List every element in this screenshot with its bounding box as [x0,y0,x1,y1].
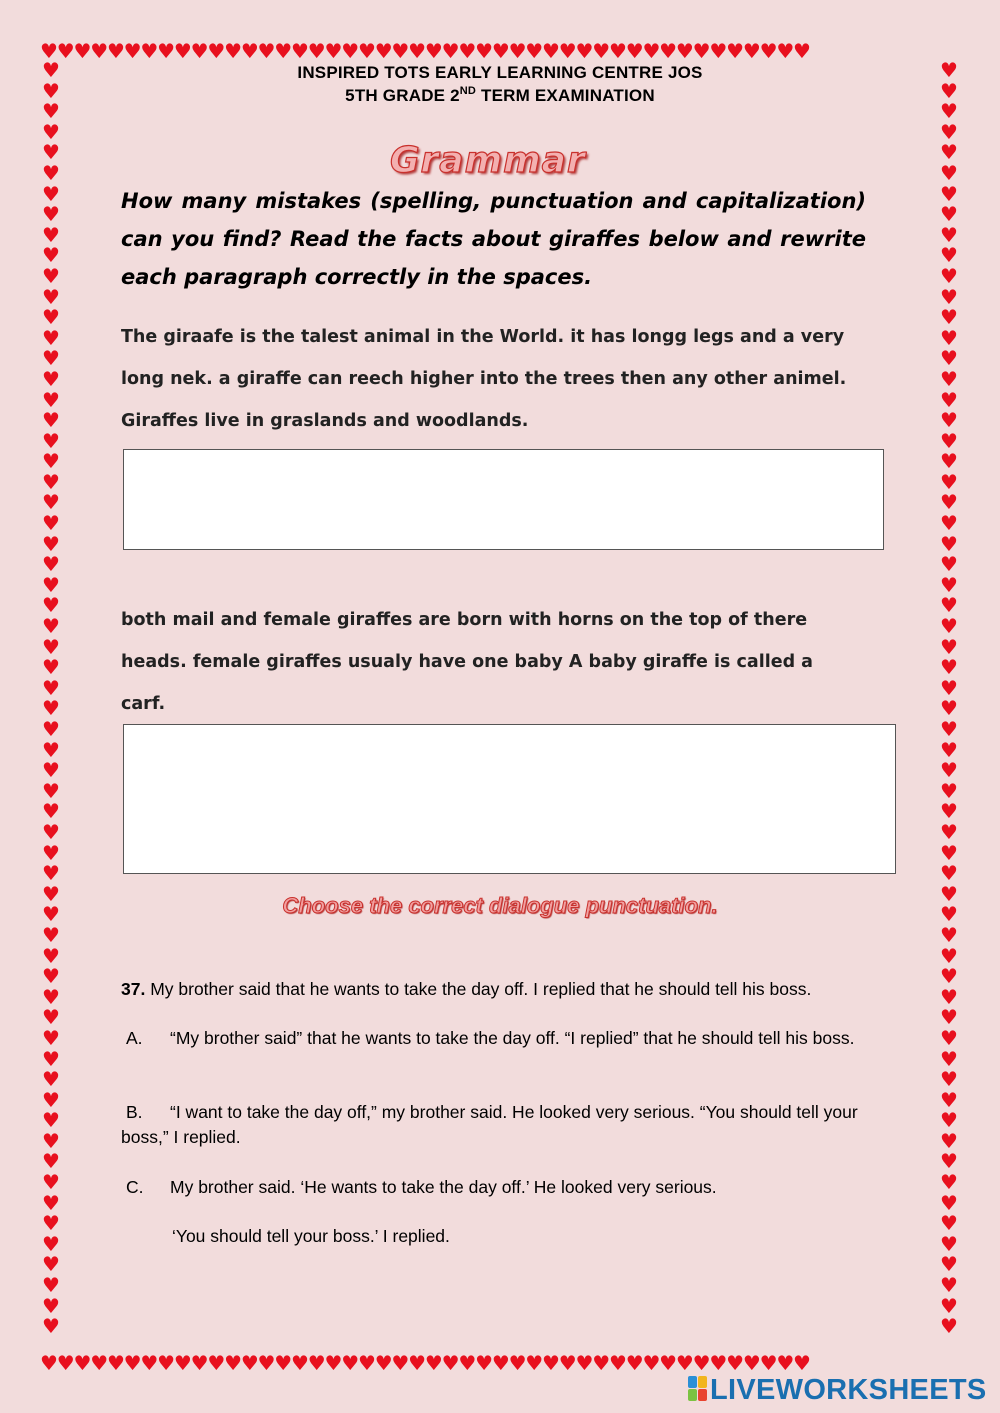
heart-icon: ♥ [42,305,60,330]
heart-icon: ♥ [42,840,60,865]
heart-icon: ♥ [257,1352,275,1374]
heart-icon: ♥ [42,1108,60,1133]
heart-icon: ♥ [42,243,60,268]
heart-icon: ♥ [525,40,543,62]
heart-icon: ♥ [391,40,409,62]
heart-icon: ♥ [659,1352,676,1374]
heart-icon: ♥ [42,655,60,680]
heart-icon: ♥ [42,861,60,886]
heart-icon: ♥ [592,40,609,62]
heart-icon: ♥ [56,1352,74,1374]
paragraph-1-line: The giraafe is the talest animal in the World. it has longg legs and a very [121,327,845,347]
heart-icon: ♥ [940,284,958,309]
heart-icon: ♥ [42,1005,60,1030]
heart-icon: ♥ [940,449,958,474]
heart-icon: ♥ [940,1190,958,1215]
heart-icon: ♥ [42,1211,60,1236]
heart-icon: ♥ [40,40,57,62]
heart-icon: ♥ [240,40,258,62]
heart-icon: ♥ [940,387,958,412]
heart-icon: ♥ [42,1252,60,1277]
heart-icon: ♥ [940,160,958,185]
heart-icon: ♥ [42,1067,60,1092]
heart-icon: ♥ [42,1149,60,1174]
heart-icon: ♥ [776,40,794,62]
heart-icon: ♥ [592,1352,609,1374]
heart-icon: ♥ [940,202,958,227]
heart-icon: ♥ [42,202,60,227]
heart-icon: ♥ [42,60,60,82]
heart-icon: ♥ [173,1352,191,1374]
heart-icon: ♥ [940,778,958,803]
heart-icon: ♥ [558,40,576,62]
heart-icon: ♥ [940,1252,958,1277]
heart-icon: ♥ [42,1046,60,1071]
heart-icon: ♥ [42,717,60,741]
heart-icon: ♥ [475,40,492,62]
heart-icon: ♥ [940,99,958,124]
heart-icon: ♥ [692,1352,710,1374]
option-letter: B. [126,1102,143,1122]
heart-icon: ♥ [42,696,60,721]
heart-icon: ♥ [207,40,225,62]
paragraph-2 [121,599,881,725]
heart-icon: ♥ [42,408,60,433]
heart-icon: ♥ [940,1128,958,1153]
heart-icon: ♥ [558,1352,576,1374]
heart-icon: ♥ [140,1352,158,1374]
paragraph-1 [121,316,881,442]
heart-icon: ♥ [475,1352,492,1374]
heart-icon: ♥ [42,1025,60,1050]
heart-icon: ♥ [42,593,60,618]
heart-icon: ♥ [90,1352,107,1374]
heart-icon: ♥ [940,305,958,330]
heart-icon: ♥ [274,40,292,62]
heart-icon: ♥ [42,325,60,350]
heart-icon: ♥ [508,1352,526,1374]
heart-icon: ♥ [940,140,958,165]
paragraph-2-line: heads. female giraffes usualy have one baby A baby giraffe is called a [121,652,813,672]
heart-icon: ♥ [793,1352,810,1374]
heart-icon: ♥ [42,531,60,556]
heart-icon: ♥ [42,922,60,947]
heart-icon: ♥ [940,511,958,536]
heart-icon: ♥ [940,243,958,268]
answer-box-1[interactable] [123,449,884,550]
heart-icon: ♥ [42,943,60,968]
heart-icon: ♥ [424,1352,442,1374]
heart-icon: ♥ [90,40,107,62]
option-text: My brother said. ‘He wants to take the day off.’ He looked very serious. [170,1177,717,1197]
heart-icon: ♥ [408,1352,425,1374]
heart-icon: ♥ [940,614,958,639]
heart-border-top [40,40,960,62]
heart-icon: ♥ [940,840,958,865]
heart-icon: ♥ [940,758,958,783]
heart-icon: ♥ [940,1149,958,1174]
heart-icon: ♥ [940,634,958,659]
heart-icon: ♥ [42,263,60,288]
heart-icon: ♥ [157,40,174,62]
option-letter: A. [126,1028,143,1048]
heart-icon: ♥ [374,40,392,62]
heart-icon: ♥ [374,1352,392,1374]
heart-icon: ♥ [940,984,958,1009]
heart-icon: ♥ [776,1352,794,1374]
heart-icon: ♥ [940,1046,958,1071]
heart-icon: ♥ [42,799,60,824]
heart-icon: ♥ [42,490,60,515]
heart-icon: ♥ [42,737,60,762]
heart-icon: ♥ [240,1352,258,1374]
heart-icon: ♥ [224,1352,241,1374]
heart-icon: ♥ [642,1352,660,1374]
heart-icon: ♥ [324,40,342,62]
heart-icon: ♥ [106,40,124,62]
heart-icon: ♥ [940,737,958,762]
heart-icon: ♥ [42,1190,60,1215]
heart-icon: ♥ [42,1231,60,1256]
heart-icon: ♥ [42,552,60,577]
heart-icon: ♥ [42,984,60,1009]
heart-icon: ♥ [542,1352,559,1374]
heart-icon: ♥ [940,346,958,371]
heart-icon: ♥ [42,119,60,144]
heart-icon: ♥ [940,1231,958,1256]
heart-icon: ♥ [940,1293,958,1318]
heart-icon: ♥ [940,469,958,494]
question-text: My brother said that he wants to take the day off. I replied that he should tell his boss. [145,979,812,999]
heart-icon: ♥ [940,799,958,824]
heart-icon: ♥ [491,1352,509,1374]
heart-icon: ♥ [940,531,958,556]
heart-icon: ♥ [357,1352,375,1374]
answer-box-2[interactable] [123,724,896,874]
heart-icon: ♥ [42,758,60,783]
heart-icon: ♥ [508,40,526,62]
heart-icon: ♥ [659,40,676,62]
option-letter: C. [126,1177,144,1197]
school-name: INSPIRED TOTS EARLY LEARNING CENTRE JOS [297,63,703,82]
heart-icon: ♥ [675,1352,693,1374]
option-text: “I want to take the day off,” my brother said. He looked very serious. “You should tell your boss,” I replied. [121,1102,858,1147]
heart-icon: ♥ [940,1025,958,1050]
heart-icon: ♥ [190,40,208,62]
heart-icon: ♥ [940,222,958,247]
heart-icon: ♥ [940,263,958,288]
heart-icon: ♥ [42,78,60,103]
heart-icon: ♥ [575,40,593,62]
heart-icon: ♥ [940,655,958,680]
heart-icon: ♥ [291,1352,308,1374]
heart-icon: ♥ [42,366,60,391]
heart-border-bottom [40,1352,960,1374]
heart-icon: ♥ [207,1352,225,1374]
heart-icon: ♥ [692,40,710,62]
heart-icon: ♥ [709,1352,727,1374]
section-title: Grammar [390,140,586,181]
heart-icon: ♥ [408,40,425,62]
heart-icon: ♥ [742,1352,760,1374]
heart-icon: ♥ [940,428,958,453]
heart-icon: ♥ [42,634,60,659]
heart-icon: ♥ [257,40,275,62]
heart-icon: ♥ [123,1352,141,1374]
heart-icon: ♥ [341,1352,358,1374]
heart-icon: ♥ [608,1352,626,1374]
heart-icon: ♥ [106,1352,124,1374]
paragraph-2-line: carf. [121,694,166,714]
paragraph-2-line: both mail and female giraffes are born with horns on the top of there [121,610,808,630]
heart-icon: ♥ [441,1352,459,1374]
heart-icon: ♥ [940,119,958,144]
liveworksheets-logo-icon [688,1376,708,1402]
heart-icon: ♥ [42,572,60,597]
heart-icon: ♥ [42,1293,60,1318]
heart-icon: ♥ [940,1005,958,1030]
option-c-continuation: ‘You should tell your boss.’ I replied. [172,1226,450,1246]
heart-icon: ♥ [940,1087,958,1112]
heart-icon: ♥ [625,40,643,62]
heart-icon: ♥ [42,160,60,185]
heart-icon: ♥ [458,1352,476,1374]
heart-icon: ♥ [940,325,958,350]
heart-icon: ♥ [940,902,958,927]
heart-icon: ♥ [123,40,141,62]
heart-icon: ♥ [274,1352,292,1374]
heart-icon: ♥ [575,1352,593,1374]
heart-icon: ♥ [940,964,958,989]
heart-icon: ♥ [42,284,60,309]
heart-icon: ♥ [726,40,743,62]
heart-icon: ♥ [940,78,958,103]
heart-icon: ♥ [940,366,958,391]
heart-icon: ♥ [73,40,91,62]
heart-icon: ♥ [291,40,308,62]
heart-icon: ♥ [940,1211,958,1236]
paragraph-1-line: long nek. a giraffe can reech higher into the trees then any other animel. [121,369,847,389]
heart-icon: ♥ [140,40,158,62]
heart-icon: ♥ [940,1273,958,1298]
heart-icon: ♥ [940,819,958,844]
heart-icon: ♥ [324,1352,342,1374]
heart-icon: ♥ [940,593,958,618]
heart-icon: ♥ [42,511,60,536]
heart-icon: ♥ [709,40,727,62]
heart-icon: ♥ [940,1067,958,1092]
heart-icon: ♥ [42,881,60,906]
heart-icon: ♥ [42,346,60,371]
heart-icon: ♥ [157,1352,174,1374]
heart-icon: ♥ [42,181,60,206]
option-c[interactable] [121,1175,871,1200]
heart-icon: ♥ [940,490,958,515]
heart-icon: ♥ [940,861,958,886]
heart-icon: ♥ [940,943,958,968]
heart-icon: ♥ [42,222,60,247]
heart-icon: ♥ [173,40,191,62]
heart-icon: ♥ [940,696,958,721]
heart-icon: ♥ [357,40,375,62]
heart-icon: ♥ [42,614,60,639]
heart-border-left [40,60,62,1352]
heart-icon: ♥ [940,717,958,741]
heart-icon: ♥ [42,140,60,165]
heart-icon: ♥ [940,922,958,947]
paragraph-1-line: Giraffes live in graslands and woodlands. [121,411,529,431]
heart-icon: ♥ [726,1352,743,1374]
heart-icon: ♥ [542,40,559,62]
heart-icon: ♥ [307,1352,325,1374]
heart-icon: ♥ [42,1170,60,1195]
heart-icon: ♥ [940,1108,958,1133]
heart-icon: ♥ [759,1352,777,1374]
instructions: How many mistakes (spelling, punctuation and capitalization) can you find? Read the facts about giraffes below and rewrite each paragraph correctly in the spaces. [121,189,866,289]
heart-icon: ♥ [940,60,958,82]
heart-icon: ♥ [458,40,476,62]
heart-icon: ♥ [42,1087,60,1112]
heart-icon: ♥ [42,1128,60,1153]
heart-icon: ♥ [73,1352,91,1374]
heart-icon: ♥ [42,1273,60,1298]
heart-icon: ♥ [42,1314,60,1339]
heart-icon: ♥ [793,40,810,62]
heart-icon: ♥ [441,40,459,62]
heart-icon: ♥ [759,40,777,62]
heart-border-right [938,60,960,1352]
heart-icon: ♥ [608,40,626,62]
heart-icon: ♥ [42,387,60,412]
heart-icon: ♥ [42,428,60,453]
heart-icon: ♥ [940,675,958,700]
heart-icon: ♥ [42,778,60,803]
heart-icon: ♥ [940,1314,958,1339]
heart-icon: ♥ [224,40,241,62]
option-text: “My brother said” that he wants to take the day off. “I replied” that he should tell his boss. [170,1028,855,1048]
option-b[interactable] [121,1100,871,1150]
heart-icon: ♥ [391,1352,409,1374]
heart-icon: ♥ [42,675,60,700]
heart-icon: ♥ [42,449,60,474]
heart-icon: ♥ [940,881,958,906]
heart-icon: ♥ [742,40,760,62]
liveworksheets-logo [688,1373,988,1407]
heart-icon: ♥ [625,1352,643,1374]
exam-title: 5TH GRADE 2ND TERM EXAMINATION [345,85,655,105]
heart-icon: ♥ [675,40,693,62]
question-number: 37. [121,979,146,999]
heart-icon: ♥ [307,40,325,62]
heart-icon: ♥ [42,964,60,989]
heart-icon: ♥ [40,1352,57,1374]
heart-icon: ♥ [42,99,60,124]
heart-icon: ♥ [940,408,958,433]
heart-icon: ♥ [491,40,509,62]
heart-icon: ♥ [940,181,958,206]
option-a[interactable] [121,1026,871,1051]
heart-icon: ♥ [424,40,442,62]
heart-icon: ♥ [56,40,74,62]
liveworksheets-wordmark: LIVEWORKSHEETS [710,1374,987,1406]
dialogue-subtitle: Choose the correct dialogue punctuation. [282,893,718,918]
heart-icon: ♥ [42,902,60,927]
heart-icon: ♥ [42,819,60,844]
heart-icon: ♥ [940,1170,958,1195]
heart-icon: ♥ [940,552,958,577]
question-37 [121,977,871,1002]
heart-icon: ♥ [940,572,958,597]
heart-icon: ♥ [642,40,660,62]
heart-icon: ♥ [525,1352,543,1374]
heart-icon: ♥ [341,40,358,62]
heart-icon: ♥ [42,469,60,494]
heart-icon: ♥ [190,1352,208,1374]
